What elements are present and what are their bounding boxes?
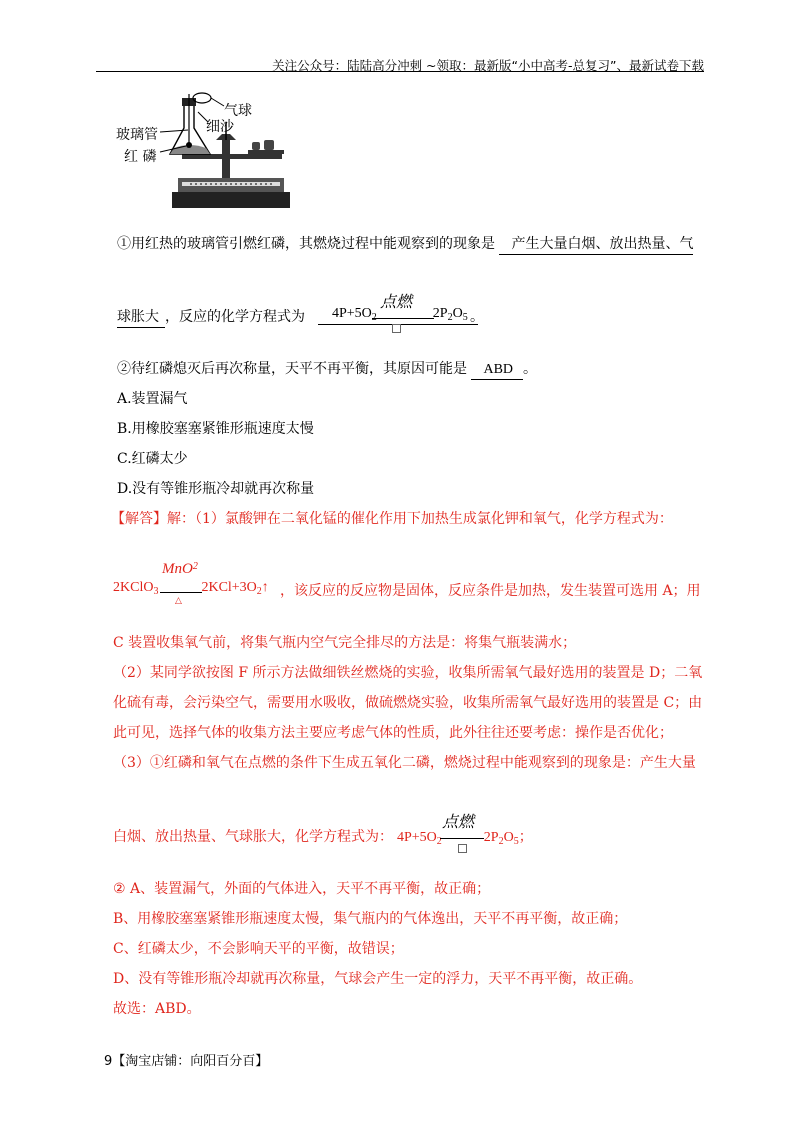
answer-line-6: 此可见，选择气体的收集方法主要应考虑气体的性质，此外往往还要考虑：操作是否优化； [113,725,673,741]
question-2-line [117,358,537,380]
equation-2-catalyst-text: MnO [162,561,193,577]
equation-3-sub-3: 5 [513,836,519,847]
answer-line-1 [111,508,673,528]
answer-line-5: 化硫有毒，会污染空气，需要用水吸收，做硫燃烧实验，收集所需氧气最好选用的装置是 C；由 [113,695,703,711]
header-rule [96,71,704,72]
question-1-mid: ，反应的化学方程式为 [165,309,305,325]
equation-2-reactant-sub: 3 [153,586,159,597]
answer-line-12: D、没有等锥形瓶冷却就再次称量，气球会产生一定的浮力，天平不再平衡，故正确。 [113,971,643,987]
answer-line-2-tail: ，该反应的反应物是固体，反应条件是加热，发生装置可选用 A；用 [280,583,701,599]
answer-line-1-text: 解：（1）氯酸钾在二氧化锰的催化作用下加热生成氯化钾和氧气，化学方程式为： [167,511,673,527]
question-1-line-1 [117,233,693,255]
equation-2-line [160,592,202,593]
answer-line-9: ② A、装置漏气，外面的气体进入，天平不再平衡，故正确； [113,881,491,897]
page-header-text: 关注公众号：陆陆高分冲刺 ~领取：最新版“小中高考-总复习”、最新试卷下载 [272,58,704,73]
equation-2-arrow: ↑ [261,580,269,595]
equation-3-semicolon: ； [518,830,533,845]
equation-2-catalyst [162,561,198,578]
answer-line-7: （3）①红磷和氧气在点燃的条件下生成五氧化二磷，燃烧过程中能观察到的现象是：产生大量 [113,755,696,771]
page-number: 9 [104,1054,113,1069]
answer-line-3: C 装置收集氧气前，将集气瓶内空气完全排尽的方法是：将集气瓶装满水； [113,635,577,651]
equation-2-products: 2KCl+3O [201,580,257,595]
answer-line-13: 故选：ABD。 [113,1001,201,1017]
equation-2-reactant: 2KClO [113,580,154,595]
option-b: B.用橡胶塞塞紧锥形瓶速度太慢 [117,421,314,437]
equation-1-reactants: 4P+5O [332,306,372,321]
equation-3-box-icon [458,844,467,853]
question-2-answer: ABD [471,362,523,380]
answer-line-10: B、用橡胶塞塞紧锥形瓶速度太慢，集气瓶内的气体逸出，天平不再平衡，故正确； [113,911,628,927]
equation-1-products: 2P [432,306,448,321]
equation-2-products-sub: 2 [256,586,262,597]
question-1-prefix: ①用红热的玻璃管引燃红磷，其燃烧过程中能观察到的现象是 [117,236,495,252]
question-2-period: 。 [523,361,538,377]
equation-1-sub-3: 5 [462,312,468,323]
equation-3-products-o: O [503,830,514,845]
page-footer [104,1050,268,1069]
equation-3-sub: 2 [436,836,442,847]
question-1-answer-part-1: 产生大量白烟、放出热量、气 [499,233,693,255]
question-1-period: 。 [470,309,484,325]
figure-label-red-phosphorus: 红 磷 [124,149,157,165]
answer-line-8-prefix: 白烟、放出热量、气球胀大，化学方程式为： [113,829,393,845]
equation-2-catalyst-sub: 2 [192,561,198,572]
equation-3-reactants: 4P+5O [397,830,437,845]
figure-label-balloon: 气球 [224,103,252,119]
question-1-line-2 [117,306,305,328]
equation-1-box-icon [392,324,401,333]
equation-1-condition: 点燃 [380,294,413,311]
shop-name: 【淘宝店铺：向阳百分百】 [112,1054,269,1069]
equation-1-sub-2: 2 [447,312,453,323]
equation-2 [113,580,269,597]
equation-1-sub: 2 [371,312,377,323]
equation-3-sub-2: 2 [498,836,504,847]
question-2-prefix: ②待红磷熄灭后再次称量，天平不再平衡，其原因可能是 [117,361,467,377]
question-1-answer-part-2: 球胀大 [117,306,165,328]
equation-1-line [372,318,434,319]
answer-line-4: （2）某同学欲按图 F 所示方法做细铁丝燃烧的实验，收集所需氧气最好选用的装置是 D；二氧 [113,665,703,681]
answer-line-11: C、红磷太少，不会影响天平的平衡，故错误； [113,941,404,957]
figure-label-fine-sand: 细沙 [206,119,234,135]
equation-3-condition: 点燃 [442,814,475,831]
option-c: C.红磷太少 [117,451,188,467]
option-d: D.没有等锥形瓶冷却就再次称量 [117,481,315,497]
equation-1-products-o: O [452,306,463,321]
equation-2-heat: △ [175,596,182,606]
equation-3-line [440,838,484,839]
equation-3-products: 2P [483,830,499,845]
figure-label-glass-tube: 玻璃管 [116,127,158,143]
option-a: A.装置漏气 [117,391,188,407]
answer-tag: 【解答】 [111,511,167,527]
